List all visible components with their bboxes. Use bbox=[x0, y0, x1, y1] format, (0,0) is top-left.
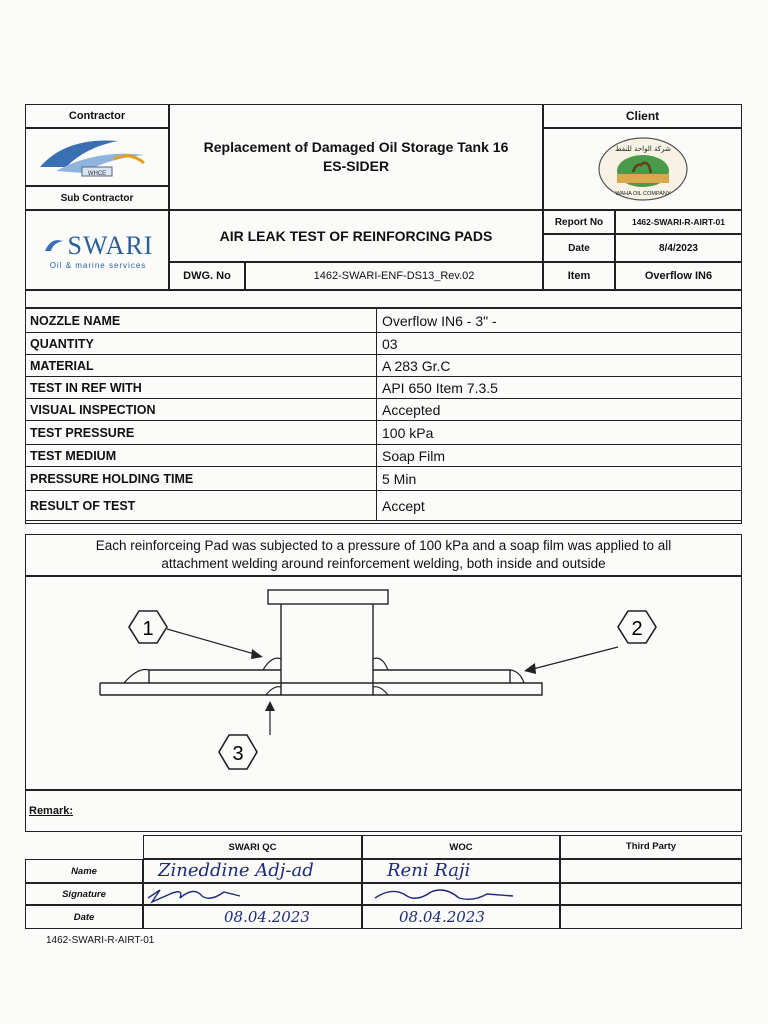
client-logo-text-top: شركة الواحة للنفط bbox=[614, 145, 671, 153]
report-no-label: Report No bbox=[543, 210, 615, 234]
detail-label: QUANTITY bbox=[25, 332, 377, 355]
signoff-col-swari: SWARI QC bbox=[143, 835, 362, 859]
signoff-row-name: Name bbox=[25, 859, 143, 883]
signoff-row-date: Date bbox=[25, 905, 143, 929]
dwg-label: DWG. No bbox=[169, 262, 245, 290]
detail-row bbox=[25, 376, 742, 399]
contractor-logo bbox=[26, 129, 168, 185]
details-table bbox=[25, 308, 742, 524]
shell-plate bbox=[100, 683, 542, 695]
subcontractor-logo-tagline: Oil & marine services bbox=[49, 260, 147, 270]
detail-label: TEST IN REF WITH bbox=[25, 376, 377, 399]
callout-2-arrowhead bbox=[524, 663, 536, 674]
detail-row bbox=[25, 466, 742, 491]
right-pad bbox=[373, 670, 510, 683]
subcontractor-logo bbox=[34, 225, 162, 275]
callout-2-label: 2 bbox=[631, 618, 643, 640]
detail-row bbox=[25, 490, 742, 521]
signoff-section bbox=[25, 832, 742, 932]
date-value: 8/4/2023 bbox=[615, 234, 742, 262]
subcontractor-logo-text: SWARI bbox=[67, 230, 154, 260]
swari-date-cell bbox=[143, 905, 362, 929]
third-party-name-cell bbox=[560, 859, 742, 883]
weld bbox=[510, 670, 524, 683]
contractor-label: Contractor bbox=[25, 104, 169, 128]
detail-row bbox=[25, 354, 742, 377]
client-logo-cell bbox=[543, 128, 742, 210]
detail-label: RESULT OF TEST bbox=[25, 490, 377, 521]
woc-signature bbox=[363, 884, 559, 904]
item-value: Overflow IN6 bbox=[615, 262, 742, 290]
detail-row bbox=[25, 332, 742, 355]
project-title-line2: ES-SIDER bbox=[322, 158, 390, 174]
detail-row bbox=[25, 444, 742, 467]
third-party-signature-cell bbox=[560, 883, 742, 905]
weld bbox=[373, 687, 388, 695]
detail-value: Accepted bbox=[376, 398, 742, 421]
client-logo-text-bottom: WAHA OIL COMPANY bbox=[614, 191, 671, 197]
detail-label: VISUAL INSPECTION bbox=[25, 398, 377, 421]
swari-signature-cell bbox=[143, 883, 362, 905]
third-party-date-cell bbox=[560, 905, 742, 929]
nozzle-flange bbox=[268, 590, 388, 604]
sub-contractor-label: Sub Contractor bbox=[25, 186, 169, 210]
subcontractor-logo-cell bbox=[25, 210, 169, 290]
woc-signature-cell bbox=[362, 883, 560, 905]
detail-label: TEST MEDIUM bbox=[25, 444, 377, 467]
signoff-row-signature: Signature bbox=[25, 883, 143, 905]
swari-signature bbox=[144, 884, 361, 904]
callout-2-leader bbox=[529, 647, 618, 670]
footer-ref: 1462-SWARI-R-AIRT-01 bbox=[46, 935, 155, 946]
detail-value: 5 Min bbox=[376, 466, 742, 491]
contractor-logo-text: WHCE bbox=[87, 171, 107, 177]
detail-value: A 283 Gr.C bbox=[376, 354, 742, 377]
detail-value: Soap Film bbox=[376, 444, 742, 467]
detail-value: Overflow IN6 - 3" - bbox=[376, 308, 742, 333]
weld bbox=[124, 670, 149, 683]
spacer-row bbox=[25, 290, 742, 308]
dwg-value: 1462-SWARI-ENF-DS13_Rev.02 bbox=[245, 262, 543, 290]
detail-value: API 650 Item 7.3.5 bbox=[376, 376, 742, 399]
detail-row bbox=[25, 420, 742, 445]
signoff-col-woc: WOC bbox=[362, 835, 560, 859]
project-title-line1: Replacement of Damaged Oil Storage Tank 16 bbox=[203, 139, 509, 155]
detail-label: MATERIAL bbox=[25, 354, 377, 377]
detail-value: 03 bbox=[376, 332, 742, 355]
reinforcing-pad-diagram bbox=[26, 577, 741, 789]
woc-date-cell bbox=[362, 905, 560, 929]
diagram-panel bbox=[25, 576, 742, 790]
detail-row bbox=[25, 398, 742, 421]
callout-3-label: 3 bbox=[232, 743, 244, 765]
remark-label: Remark: bbox=[29, 805, 74, 817]
signoff-col-third-party: Third Party bbox=[560, 835, 742, 859]
nozzle-neck bbox=[281, 604, 373, 695]
woc-date: 08.04.2023 bbox=[399, 908, 485, 926]
client-logo bbox=[597, 136, 689, 202]
client-label: Client bbox=[543, 104, 742, 128]
test-title: AIR LEAK TEST OF REINFORCING PADS bbox=[169, 210, 543, 262]
woc-name: Reni Raji bbox=[387, 860, 471, 881]
contractor-logo-cell bbox=[25, 128, 169, 186]
detail-label: TEST PRESSURE bbox=[25, 420, 377, 445]
weld bbox=[266, 687, 281, 695]
swari-name: Zineddine Adj-ad bbox=[158, 860, 314, 881]
left-pad bbox=[149, 670, 281, 683]
callout-1-label: 1 bbox=[142, 618, 154, 640]
detail-row bbox=[25, 308, 742, 333]
detail-label: PRESSURE HOLDING TIME bbox=[25, 466, 377, 491]
date-label: Date bbox=[543, 234, 615, 262]
item-label: Item bbox=[543, 262, 615, 290]
swari-name-cell bbox=[143, 859, 362, 883]
swari-date: 08.04.2023 bbox=[224, 908, 310, 926]
detail-value: Accept bbox=[376, 490, 742, 521]
report-no-value: 1462-SWARI-R-AIRT-01 bbox=[615, 210, 742, 234]
callout-1-arrowhead bbox=[251, 649, 263, 659]
callout-3-arrowhead bbox=[265, 701, 275, 711]
description-line2: attachment welding around reinforcement welding, both inside and outside bbox=[161, 556, 606, 571]
weld bbox=[263, 658, 281, 670]
description-line1: Each reinforceing Pad was subjected to a pressure of 100 kPa and a soap film was applied to all bbox=[95, 538, 672, 553]
callout-1-leader bbox=[167, 629, 258, 655]
detail-value: 100 kPa bbox=[376, 420, 742, 445]
swari-wave-icon bbox=[43, 235, 65, 257]
project-title bbox=[169, 104, 543, 210]
description bbox=[25, 534, 742, 576]
weld bbox=[373, 658, 388, 670]
woc-name-cell bbox=[362, 859, 560, 883]
remark-box bbox=[25, 790, 742, 832]
detail-label: NOZZLE NAME bbox=[25, 308, 377, 333]
